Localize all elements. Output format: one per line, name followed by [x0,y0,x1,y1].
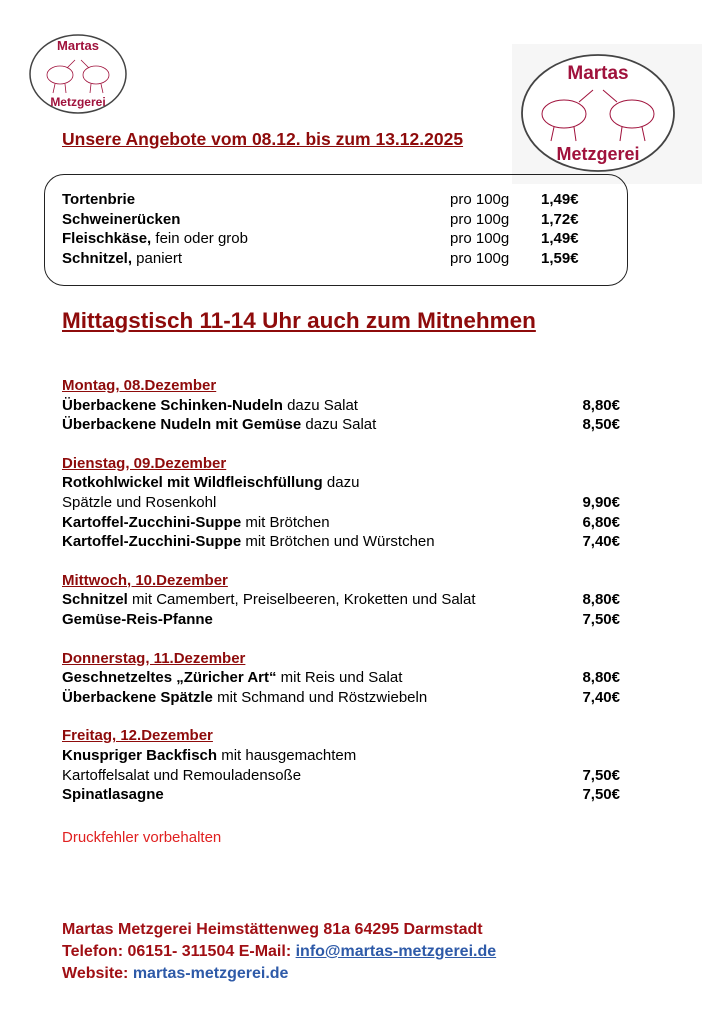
day-block [62,726,622,804]
offer-name: Tortenbrie [62,191,136,208]
offers-title: Unsere Angebote vom 08.12. bis zum 13.12.2025 [62,129,464,149]
dish-price: 7,50€ [582,610,620,628]
svg-text:Metzgerei: Metzgerei [50,95,106,109]
dish-detail: mit Brötchen [241,513,330,531]
offer-price: 1,72€ [541,210,579,228]
dish-name: Knuspriger Backfisch [62,746,218,764]
svg-text:Metzgerei: Metzgerei [556,144,640,164]
dish-detail: mit Reis und Salat [276,669,403,687]
day-block [62,649,622,708]
menu-item [62,532,622,552]
logo-large [519,52,677,174]
menu-item [62,688,622,708]
offer-detail: paniert [132,250,183,268]
day-heading: Montag, 08.Dezember [62,377,217,394]
dish-price: 7,50€ [582,766,620,784]
footer-phone: Telefon: 06151- 311504 E-Mail: [62,943,296,960]
offer-row [62,190,622,210]
menu-item [62,513,622,533]
menu-item [62,668,622,688]
footer-address: Martas Metzgerei Heimstättenweg 81a 64295 Darmstadt [62,921,483,938]
disclaimer: Druckfehler vorbehalten [62,829,222,846]
day-heading: Dienstag, 09.Dezember [62,454,227,472]
day-block [62,571,622,630]
day-heading: Freitag, 12.Dezember [62,727,213,745]
dish-name: Gemüse-Reis-Pfanne [62,610,213,628]
day-block [62,376,622,435]
dish-name: Überbackene Schinken-Nudeln [62,396,283,414]
dish-price: 8,80€ [582,396,620,414]
dish-detail: dazu [322,474,360,492]
footer-website-label: Website: [62,965,133,982]
menu-item [62,493,622,513]
day-block [62,454,622,552]
dish-price: 8,50€ [582,416,620,434]
dish-price: 7,40€ [582,533,620,551]
offer-unit: pro 100g [450,230,510,248]
dish-detail: mit Camembert, Preiselbeeren, Kroketten und Salat [127,591,476,609]
menu-item [62,785,622,805]
dish-name: Kartoffel-Zucchini-Suppe [62,513,242,531]
offer-unit: pro 100g [450,210,510,228]
menu-item [62,746,622,766]
offer-name: Schnitzel, [62,250,133,268]
dish-name: Überbackene Nudeln mit Gemüse [62,416,302,434]
website-link[interactable]: martas-metzgerei.de [132,965,289,982]
menu-item [62,590,622,610]
lunch-menu [62,376,622,824]
offer-name: Schweinerücken [62,210,181,228]
dish-price: 6,80€ [582,513,620,531]
menu-item [62,610,622,630]
offer-row [62,210,622,230]
svg-text:Martas: Martas [57,38,99,53]
dish-detail: mit Schmand und Röstzwiebeln [212,688,428,706]
day-heading: Mittwoch, 10.Dezember [62,571,228,589]
email-link[interactable]: info@martas-metzgerei.de [295,943,497,960]
menu-item [62,415,622,435]
dish-price: 9,90€ [582,493,620,511]
dish-name: Überbackene Spätzle [62,688,213,706]
dish-name: Rotkohlwickel mit Wildfleischfüllung [62,474,323,492]
dish-detail: dazu Salat [282,396,358,414]
dish-price: 8,80€ [582,669,620,687]
dish-price: 7,50€ [582,786,620,804]
offer-row [62,229,622,249]
menu-item [62,396,622,416]
menu-item [62,766,622,786]
offer-price: 1,49€ [541,230,579,248]
dish-name: Schnitzel [62,591,128,609]
footer [62,919,496,985]
day-heading: Donnerstag, 11.Dezember [62,649,246,667]
offer-unit: pro 100g [450,250,510,268]
dish-name: Spinatlasagne [62,786,164,804]
offer-price: 1,59€ [541,250,579,268]
lunch-title: Mittagstisch 11-14 Uhr auch zum Mitnehmen [62,308,536,333]
dish-detail: Kartoffelsalat und Remouladensoße [62,766,302,784]
offer-unit: pro 100g [450,191,510,208]
offer-price: 1,49€ [541,191,579,208]
offer-name: Fleischkäse, [62,230,152,248]
logo-small [27,32,129,116]
dish-price: 8,80€ [582,591,620,609]
svg-text:Martas: Martas [567,63,629,84]
dish-detail: dazu Salat [301,416,377,434]
dish-name: Geschnetzeltes „Züricher Art“ [62,669,277,687]
menu-item [62,473,622,493]
offers-box [44,174,628,286]
offer-row [62,249,622,269]
dish-price: 7,40€ [582,688,620,706]
dish-detail: mit hausgemachtem [217,746,357,764]
dish-detail: Spätzle und Rosenkohl [62,493,217,511]
dish-detail: mit Brötchen und Würstchen [241,533,435,551]
dish-name: Kartoffel-Zucchini-Suppe [62,533,242,551]
offer-detail: fein oder grob [151,230,248,248]
